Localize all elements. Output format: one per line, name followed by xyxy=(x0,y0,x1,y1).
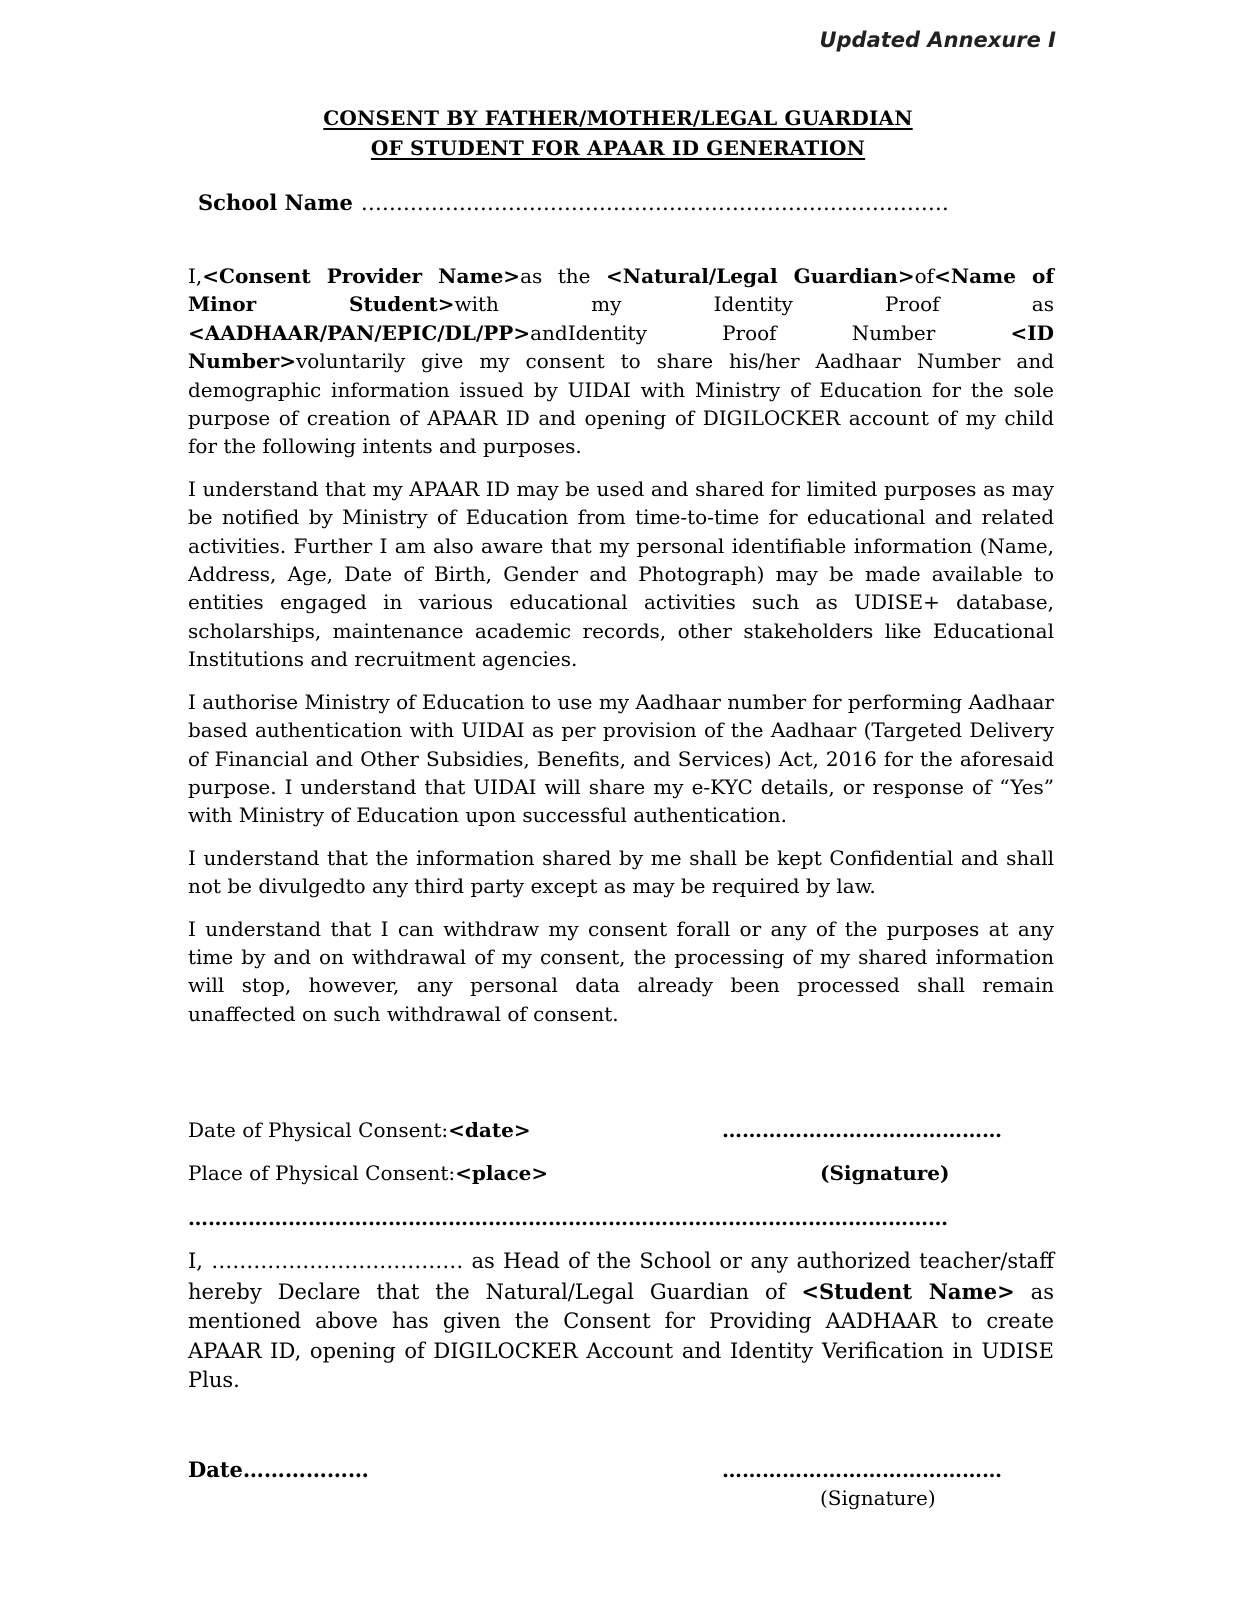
document-title xyxy=(0,103,1236,163)
para1-text: as the xyxy=(520,264,607,288)
declaration-text: I, ……………………………… as Head of the School or any authorized teacher/staff hereby Declare that the Natural/Legal Guardian of xyxy=(188,1249,1054,1304)
consent-paragraph-5: I understand that I can withdraw my consent forall or any of the purposes at any time by and on withdrawal of my consent, the processing of my shared information will stop, however, any personal data already been processed shall remain unaffected on such withdrawal of consent. xyxy=(188,916,1054,1026)
consent-paragraph-3: I authorise Ministry of Education to use my Aadhaar number for performing Aadhaar based authentication with UIDAI as per provision of the Aadhaar (Targeted Delivery of Financial and Other Subsidies, Benefits, and Services) Act, 2016 for the aforesaid purpose. I understand that UIDAI will share my e-KYC details, or response of “Yes” with Ministry of Education upon successful authentication. xyxy=(188,689,1054,828)
date-of-consent-label: Date of Physical Consent: xyxy=(188,1118,449,1142)
place-of-consent xyxy=(188,1161,548,1185)
consent-paragraph-2: I understand that my APAAR ID may be used and shared for limited purposes as may be notified by Ministry of Education from time-to-time for educational and related activities. Further I am also aware that my personal identifiable information (Name, Address, Age, Date of Birth, Gender and Photograph) may be made available to entities engaged in various educational activities such as UDISE+ database, scholarships, maintenance academic records, other stakeholders like Educational Institutions and recruitment agencies. xyxy=(188,476,1054,672)
place-of-consent-label: Place of Physical Consent: xyxy=(188,1161,456,1185)
head-of-school-declaration xyxy=(188,1247,1054,1396)
annexure-label: Updated Annexure I xyxy=(819,28,1056,52)
para1-text: voluntarily give my consent to share his/her Aadhaar Number and demographic information issued by UIDAI with Ministry of Education for the sole purpose of creation of APAAR ID and opening of DIGILOCKER account of my child for the following intents and purposes. xyxy=(188,349,1054,459)
date-placeholder: <date> xyxy=(448,1118,531,1142)
guardian-signature-line: …………………………………… xyxy=(722,1118,1002,1142)
para1-text: andIdentity Proof Number xyxy=(530,320,1011,345)
head-signature-line: …………………………………… xyxy=(722,1458,1002,1482)
title-line-2: OF STUDENT FOR APAAR ID GENERATION xyxy=(370,136,866,160)
identity-proof-type-placeholder: <AADHAAR/PAN/EPIC/DL/PP> xyxy=(188,320,531,345)
footer-date-field: Date……………… xyxy=(188,1457,369,1482)
para1-text: of xyxy=(914,264,935,288)
school-name-field xyxy=(198,190,949,215)
title-line-1: CONSENT BY FATHER/MOTHER/LEGAL GUARDIAN xyxy=(323,106,913,130)
head-signature-label: (Signature) xyxy=(820,1486,936,1510)
consent-paragraph-1 xyxy=(188,262,1054,461)
section-divider: …………………………………………………………………………………………………… xyxy=(188,1206,948,1230)
consent-provider-name-placeholder: <Consent Provider Name> xyxy=(202,264,521,288)
date-of-consent xyxy=(188,1118,531,1142)
declaration-paragraph xyxy=(188,1247,1054,1396)
declaration-text: as mentioned above has given the Consent for Providing AADHAAR to create APAAR ID, opening of DIGILOCKER Account and Identity Verification in UDISE Plus. xyxy=(188,1279,1054,1392)
guardian-type-placeholder: <Natural/Legal Guardian> xyxy=(606,264,915,288)
consent-body xyxy=(188,262,1054,1042)
guardian-signature-label: (Signature) xyxy=(820,1161,950,1185)
student-name-placeholder: <Student Name> xyxy=(801,1278,1015,1304)
para1-text: with my Identity Proof as xyxy=(454,292,1054,317)
minor-student-name-placeholder: <Name of Minor Student> xyxy=(188,264,1054,317)
para1-text: I, xyxy=(188,264,203,288)
school-name-label: School Name xyxy=(198,190,353,215)
consent-paragraph-4: I understand that the information shared by me shall be kept Confidential and shall not be divulgedto any third party except as may be required by law. xyxy=(188,845,1054,899)
id-number-placeholder: <ID Number> xyxy=(188,320,1054,374)
school-name-blank: ………………………………………………………………………… xyxy=(360,191,949,215)
place-placeholder: <place> xyxy=(455,1161,549,1185)
